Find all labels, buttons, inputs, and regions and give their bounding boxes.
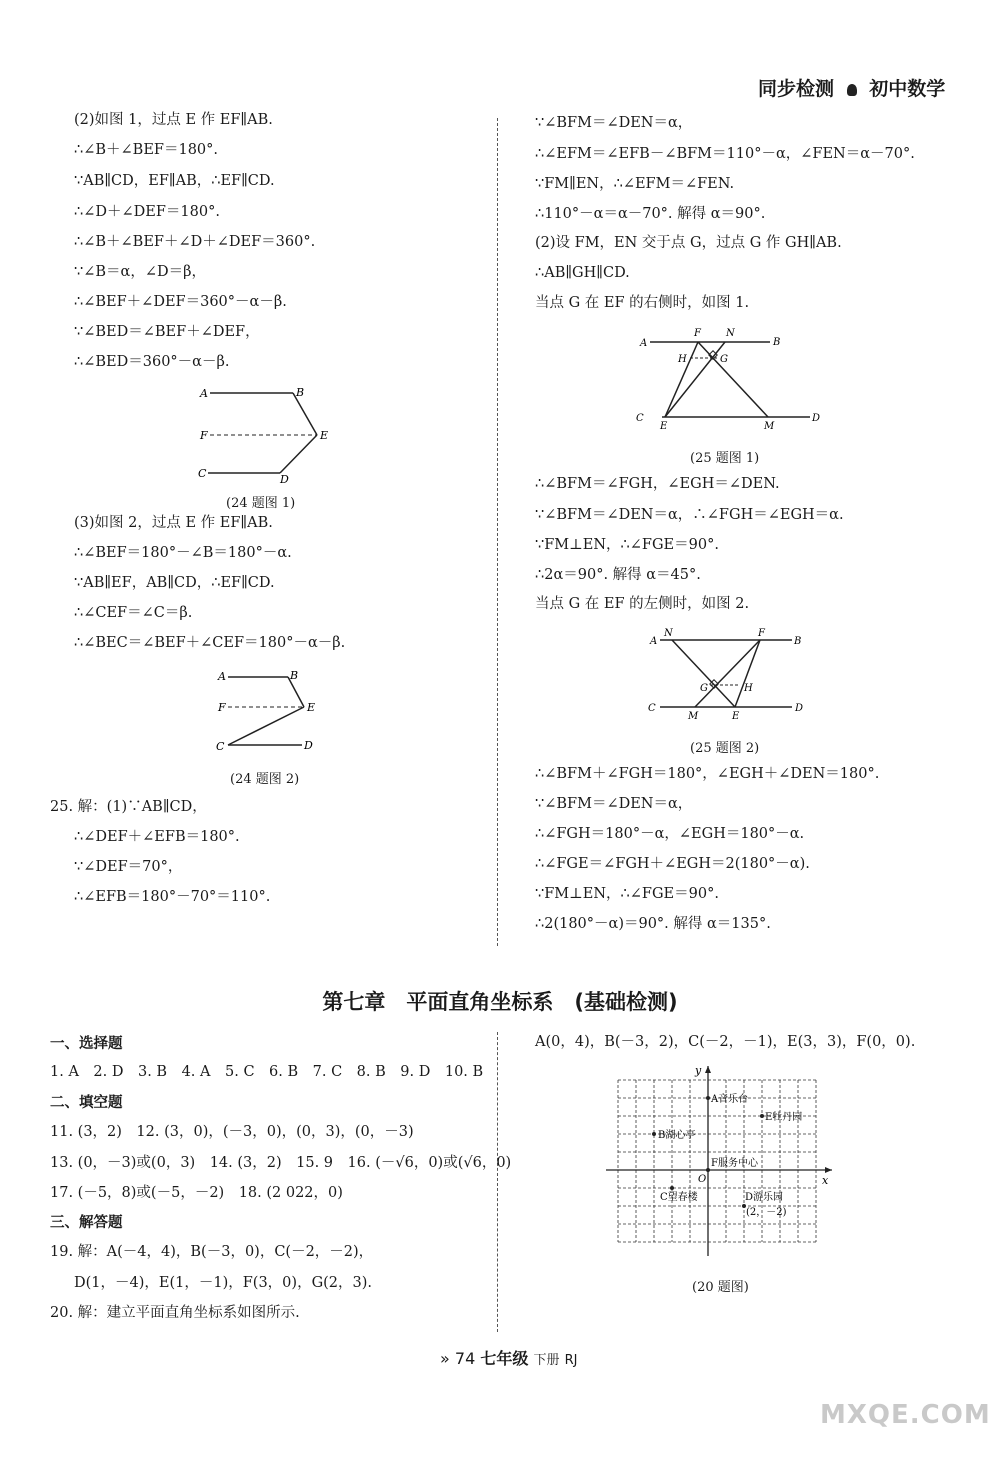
page-footer bbox=[440, 1346, 577, 1369]
answer-line: 20. 解：建立平面直角坐标系如图所示. bbox=[50, 1305, 300, 1321]
page-header bbox=[758, 74, 945, 101]
answer-line: 13. (0，－3)或(0，3) 14. (3，2) 15. 9 16. (－√6，0)或(√6，0) bbox=[50, 1155, 512, 1171]
figure-25-2 bbox=[640, 625, 820, 725]
fig-label: G bbox=[700, 683, 708, 694]
page-number: 74 bbox=[454, 1349, 476, 1368]
figure-24-2 bbox=[210, 665, 330, 760]
text-line: 当点 G 在 EF 的右侧时，如图 1. bbox=[535, 295, 750, 311]
fig-label: H bbox=[744, 683, 753, 694]
text-line: ∴∠EFM＝∠EFB－∠BFM＝110°－α，∠FEN＝α－70°. bbox=[535, 146, 915, 162]
figure-caption: (25 题图 1) bbox=[690, 451, 760, 466]
coords-line: A(0，4)，B(－3，2)，C(－2，－1)，E(3，3)，F(0，0). bbox=[535, 1034, 916, 1050]
fig-label: A bbox=[200, 387, 208, 400]
point-label-f: F服务中心 bbox=[711, 1158, 758, 1169]
text-line: ∵AB∥EF，AB∥CD，∴EF∥CD. bbox=[74, 575, 275, 591]
text-line: ∵AB∥CD，EF∥AB，∴EF∥CD. bbox=[74, 173, 275, 189]
fig-label: F bbox=[218, 701, 226, 714]
point-label-e: E牡丹园 bbox=[765, 1112, 803, 1123]
fig-label: F bbox=[200, 429, 208, 442]
fig-label: C bbox=[198, 467, 207, 480]
fig-label: C bbox=[648, 703, 656, 714]
text-line: ∵FM⊥EN，∴∠FGE＝90°. bbox=[535, 537, 719, 553]
fig-label: N bbox=[726, 328, 735, 339]
text-line: ∵∠BFM＝∠DEN＝α， bbox=[535, 796, 693, 812]
text-line: ∵∠DEF＝70°， bbox=[74, 859, 183, 875]
section-heading: 一、选择题 bbox=[50, 1036, 123, 1052]
text-line: ∴∠BED＝360°－α－β. bbox=[74, 354, 230, 370]
fig-label: F bbox=[694, 328, 701, 339]
figure-caption: (20 题图) bbox=[692, 1280, 749, 1295]
text-line: ∴∠EFB＝180°－70°＝110°. bbox=[74, 889, 271, 905]
fig-label: E bbox=[320, 429, 329, 442]
origin-label: O bbox=[698, 1174, 707, 1185]
chapter-title: 第七章 平面直角坐标系 (基础检测) bbox=[322, 990, 678, 1014]
fig-label: B bbox=[296, 386, 305, 399]
fig-label: N bbox=[664, 628, 673, 639]
figure-caption: (24 题图 1) bbox=[226, 496, 296, 511]
edition-label: RJ bbox=[564, 1353, 578, 1368]
column-divider-top bbox=[497, 118, 498, 946]
volume-label: 下册 bbox=[533, 1353, 560, 1368]
double-chevron-icon: » bbox=[440, 1349, 450, 1368]
text-line: ∴∠BEC＝∠BEF＋∠CEF＝180°－α－β. bbox=[74, 635, 346, 651]
fig-label: D bbox=[280, 473, 289, 486]
point-label-d: D游乐园 bbox=[745, 1192, 784, 1203]
text-line: ∴∠BEF＝180°－∠B＝180°－α. bbox=[74, 545, 292, 561]
point-label-b: B湖心亭 bbox=[658, 1130, 696, 1141]
text-line: ∴∠FGH＝180°－α，∠EGH＝180°－α. bbox=[535, 826, 805, 842]
fig-label: E bbox=[660, 421, 668, 432]
answer-line: 11. (3，2) 12. (3，0)，(－3，0)，(0，3)，(0，－3) bbox=[50, 1124, 414, 1140]
text-line: ∴∠B＋∠BEF＝180°. bbox=[74, 142, 219, 158]
figure-caption: (24 题图 2) bbox=[230, 772, 300, 787]
fig-label: B bbox=[794, 636, 802, 647]
fig-label: D bbox=[795, 703, 804, 714]
header-title-left: 同步检测 bbox=[758, 78, 835, 100]
answer-line: D(1，－4)，E(1，－1)，F(3，0)，G(2，3). bbox=[74, 1275, 373, 1291]
text-line: ∵FM∥EN，∴∠EFM＝∠FEN. bbox=[535, 176, 735, 192]
fig-label: B bbox=[290, 669, 299, 682]
fig-label: D bbox=[812, 413, 821, 424]
section-heading: 二、填空题 bbox=[50, 1095, 123, 1111]
text-line: 当点 G 在 EF 的左侧时，如图 2. bbox=[535, 596, 750, 612]
fig-label: A bbox=[650, 636, 658, 647]
point-label-a: A音乐台 bbox=[711, 1094, 749, 1105]
text-line: 25. 解：(1)∵AB∥CD， bbox=[50, 799, 207, 815]
text-line: (3)如图 2，过点 E 作 EF∥AB. bbox=[74, 515, 273, 531]
text-line: ∴∠BEF＋∠DEF＝360°－α－β. bbox=[74, 294, 287, 310]
text-line: ∵FM⊥EN，∴∠FGE＝90°. bbox=[535, 886, 719, 902]
fig-label: G bbox=[720, 354, 728, 365]
text-line: ∴∠B＋∠BEF＋∠D＋∠DEF＝360°. bbox=[74, 234, 316, 250]
text-line: ∴AB∥GH∥CD. bbox=[535, 265, 630, 281]
fig-label: M bbox=[688, 711, 699, 722]
fig-label: E bbox=[732, 711, 740, 722]
coordinate-grid-figure bbox=[600, 1060, 840, 1260]
text-line: ∴∠BFM＋∠FGH＝180°，∠EGH＋∠DEN＝180°. bbox=[535, 766, 880, 782]
bulb-icon bbox=[847, 84, 857, 96]
grade-label: 七年级 bbox=[480, 1349, 529, 1368]
fig-label: M bbox=[764, 421, 775, 432]
text-line: ∴110°－α＝α－70°. 解得 α＝90°. bbox=[535, 206, 766, 222]
text-line: (2)设 FM，EN 交于点 G，过点 G 作 GH∥AB. bbox=[535, 235, 842, 251]
text-line: ∴∠DEF＋∠EFB＝180°. bbox=[74, 829, 240, 845]
text-line: ∵∠BED＝∠BEF＋∠DEF， bbox=[74, 324, 260, 340]
point-d-coords: (2，－2) bbox=[746, 1207, 787, 1218]
fig-label: F bbox=[758, 628, 765, 639]
fig-label: D bbox=[304, 739, 313, 752]
text-line: ∴∠BFM＝∠FGH，∠EGH＝∠DEN. bbox=[535, 476, 780, 492]
text-line: ∴2(180°－α)＝90°. 解得 α＝135°. bbox=[535, 916, 771, 932]
text-line: ∵∠BFM＝∠DEN＝α，∴∠FGH＝∠EGH＝α. bbox=[535, 507, 844, 523]
fig-label: B bbox=[773, 337, 781, 348]
header-title-right: 初中数学 bbox=[869, 78, 946, 100]
fig-label: C bbox=[216, 740, 225, 753]
figure-24-1 bbox=[190, 380, 340, 490]
text-line: ∴2α＝90°. 解得 α＝45°. bbox=[535, 567, 701, 583]
text-line: ∴∠D＋∠DEF＝180°. bbox=[74, 204, 220, 220]
axis-label-x: x bbox=[822, 1174, 829, 1187]
answer-line: 17. (－5，8)或(－5，－2) 18. (2 022，0) bbox=[50, 1185, 343, 1201]
point-label-c: C望春楼 bbox=[660, 1192, 698, 1203]
figure-caption: (25 题图 2) bbox=[690, 741, 760, 756]
answer-line: 1. A 2. D 3. B 4. A 5. C 6. B 7. C 8. B 9. D 10. B bbox=[50, 1064, 484, 1080]
text-line: ∴∠FGE＝∠FGH＋∠EGH＝2(180°－α). bbox=[535, 856, 810, 872]
text-line: (2)如图 1，过点 E 作 EF∥AB. bbox=[74, 112, 273, 128]
fig-label: C bbox=[636, 413, 644, 424]
text-line: ∵∠BFM＝∠DEN＝α， bbox=[535, 115, 693, 131]
fig-label: A bbox=[640, 338, 648, 349]
axis-label-y: y bbox=[695, 1064, 702, 1077]
fig-label: E bbox=[307, 701, 316, 714]
column-divider-bottom bbox=[497, 1032, 498, 1332]
answer-line: 19. 解：A(－4，4)，B(－3，0)，C(－2，－2)， bbox=[50, 1244, 374, 1260]
fig-label: A bbox=[218, 670, 226, 683]
fig-label: H bbox=[678, 354, 687, 365]
figure-25-1 bbox=[630, 325, 830, 435]
text-line: ∵∠B＝α，∠D＝β， bbox=[74, 264, 206, 280]
section-heading: 三、解答题 bbox=[50, 1215, 123, 1231]
watermark: MXQE.COM bbox=[820, 1400, 991, 1430]
text-line: ∴∠CEF＝∠C＝β. bbox=[74, 605, 193, 621]
